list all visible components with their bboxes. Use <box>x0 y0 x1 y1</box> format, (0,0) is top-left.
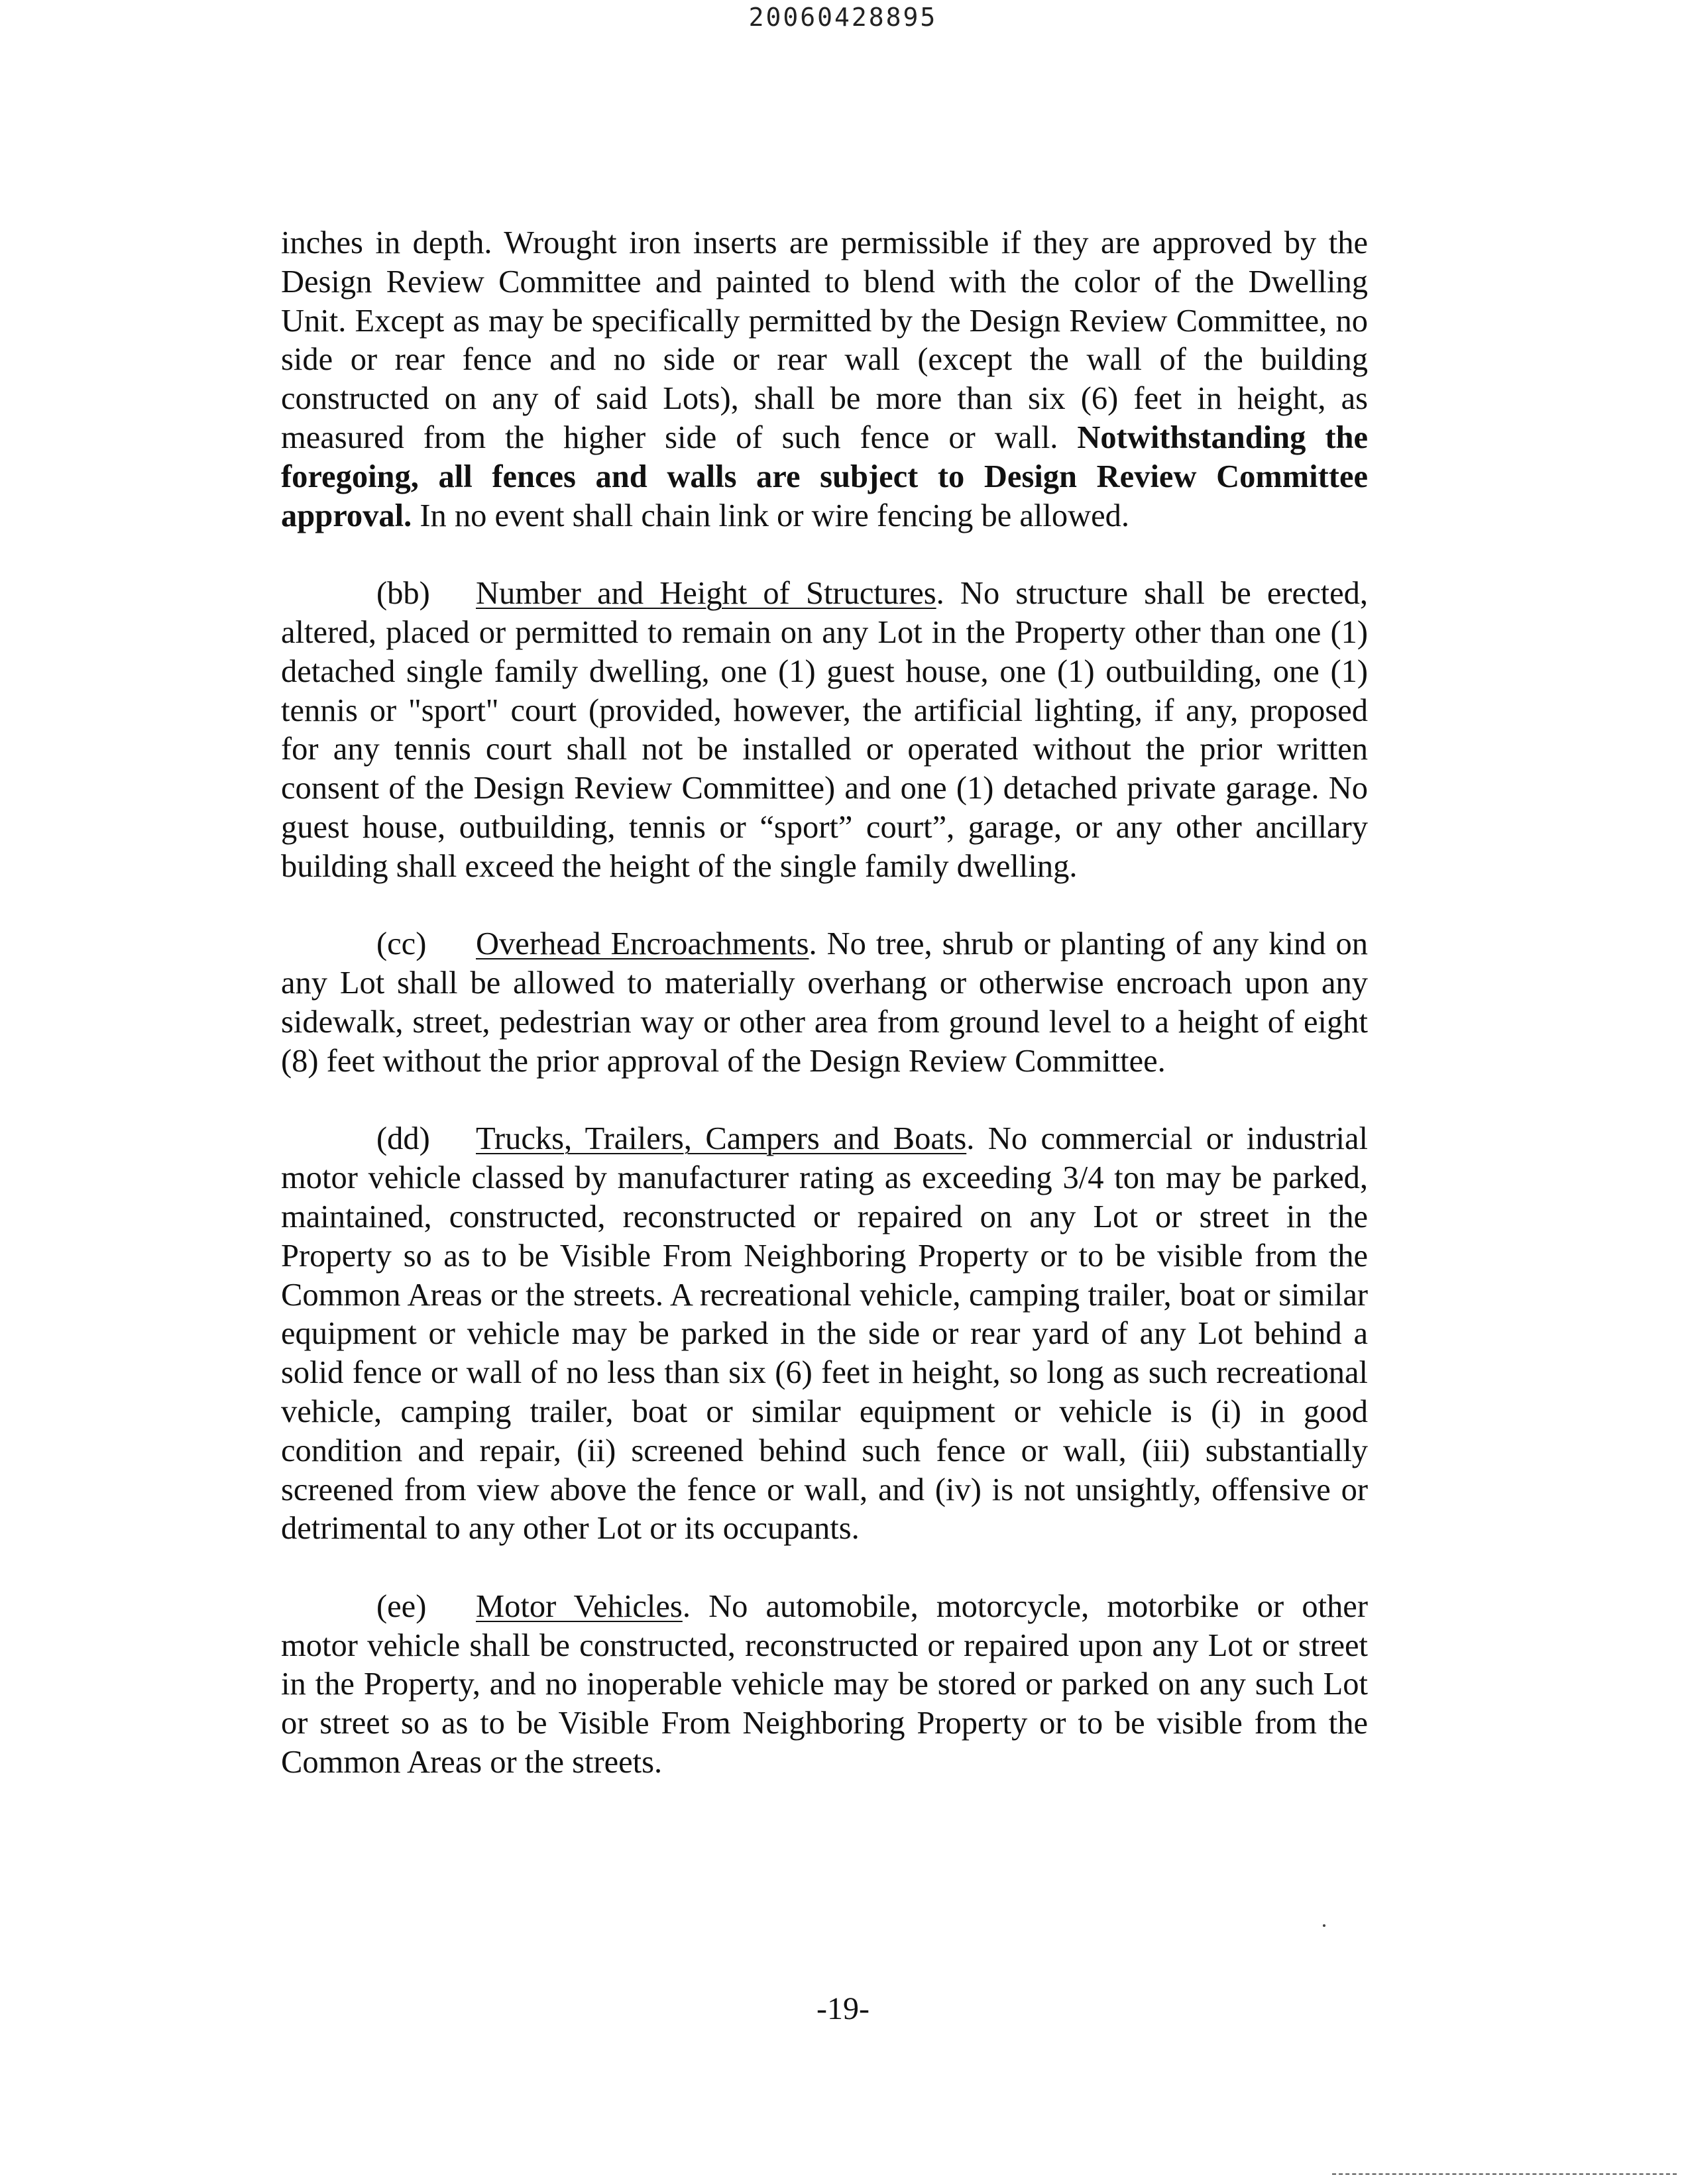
section-number: (cc) <box>376 926 427 962</box>
page-number: -19- <box>816 1991 870 2026</box>
section-dd <box>281 1120 1368 1549</box>
section-text: . No commercial or industrial motor vehicle classed by manufacturer rating as exceeding 3/4 ton may be parked, maintained, constructed, reconstructed or repaired on any Lot or street in the Property so as to be Visible From Neighboring Property or to be visible from the Common Areas or the streets. A recreational vehicle, camping trailer, boat or similar equipment or vehicle may be parked in the side or rear yard of any Lot behind a solid fence or wall of no less than six (6) feet in height, so long as such recreational vehicle, camping trailer, boat or similar equipment or vehicle is (i) in good condition and repair, (ii) screened behind such fence or wall, (iii) substantially screened from view above the fence or wall, and (iv) is not unsightly, offensive or detrimental to any other Lot or its occupants. <box>281 1121 1368 1547</box>
section-text: . No tree, shrub or planting of any kind on any Lot shall be allowed to materially overhang or otherwise encroach upon any sidewalk, street, pedestrian way or other area from ground level to a height of eight (8) feet without the prior approval of the Design Review Committee. <box>281 926 1368 1079</box>
intro-bold-text: Notwithstanding the foregoing, all fences and walls are subject to Design Review Committee approval. <box>281 419 1368 533</box>
section-text: . No automobile, motorcycle, motorbike or other motor vehicle shall be constructed, reconstructed or repaired upon any Lot or street in the Property, and no inoperable vehicle may be stored or parked on any such Lot or street so as to be Visible From Neighboring Property or to be visible from the Common Areas or the streets. <box>281 1588 1368 1780</box>
section-heading: Number and Height of Structures <box>476 576 936 612</box>
page-body <box>281 224 1368 1782</box>
section-text: . No structure shall be erected, altered, placed or permitted to remain on any Lot in the Property other than one (1) detached single family dwelling, one (1) guest house, one (1) outbuilding, one (1) tennis or "sport" court (provided, however, the artificial lighting, if any, proposed for any tennis court shall not be installed or operated without the prior written consent of the Design Review Committee) and one (1) detached private garage. No guest house, outbuilding, tennis or “sport” court”, garage, or any other ancillary building shall exceed the height of the single family dwelling. <box>281 576 1368 884</box>
section-number: (dd) <box>376 1121 430 1157</box>
section-number: (ee) <box>376 1588 427 1624</box>
section-number: (bb) <box>376 576 430 612</box>
section-cc <box>281 925 1368 1081</box>
scan-artifact-dot <box>1323 1924 1325 1927</box>
section-heading: Motor Vehicles <box>476 1588 683 1624</box>
document-number: 20060428895 <box>748 3 938 32</box>
intro-paragraph <box>281 224 1368 535</box>
intro-text: inches in depth. Wrought iron inserts are permissible if they are approved by the Design Review Committee and painted to blend with the color of the Dwelling Unit. Except as may be specifically permitted by the Design Review Committee, no side or rear fence and no side or rear wall (except the wall of the building constructed on any of said Lots), shall be more than six (6) feet in height, as measured from the higher side of such fence or wall. <box>281 225 1368 455</box>
section-heading: Trucks, Trailers, Campers and Boats <box>476 1121 967 1157</box>
section-bb <box>281 574 1368 886</box>
scan-artifact-line <box>1332 2173 1677 2175</box>
section-heading: Overhead Encroachments <box>476 926 809 962</box>
section-ee <box>281 1588 1368 1782</box>
intro-text-end: In no event shall chain link or wire fencing be allowed. <box>412 498 1130 533</box>
